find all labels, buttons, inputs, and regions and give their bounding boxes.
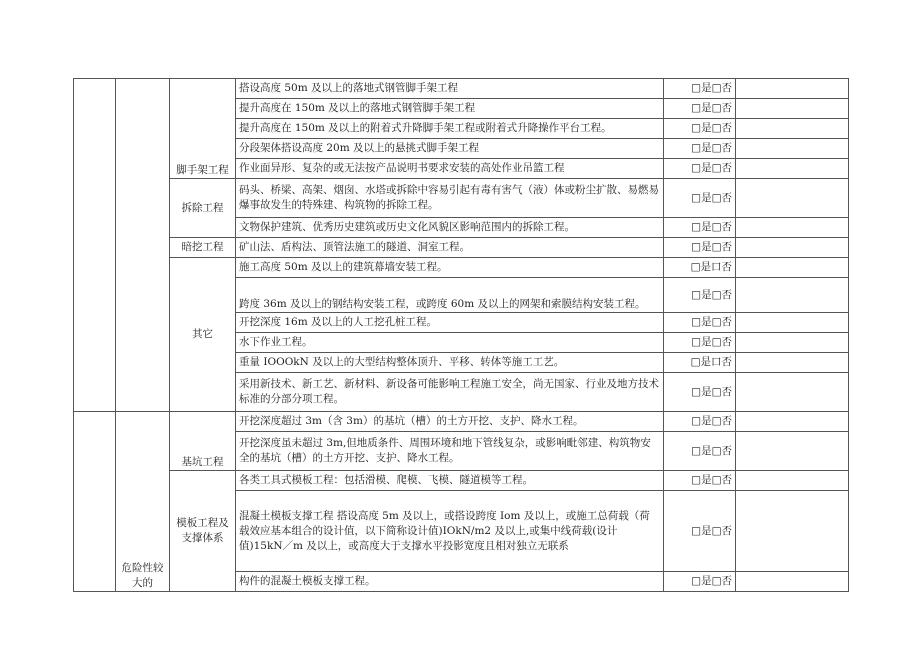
- yes-no-checkbox[interactable]: □是□否: [664, 412, 736, 432]
- category-cell: [74, 412, 116, 592]
- item-text: 施工高度 50m 及以上的建筑幕墙安装工程。: [236, 258, 664, 278]
- item-text: 采用新技术、新工艺、新材料、新设备可能影响工程施工安全，尚无国家、行业及地方技术标准的分部分项工程。: [236, 373, 664, 412]
- yes-no-checkbox[interactable]: □是□否: [664, 218, 736, 238]
- item-text: 开挖深度 16m 及以上的人工挖孔桩工程。: [236, 313, 664, 333]
- item-text: 文物保护建筑、优秀历史建筑或历史文化风貌区影响范围内的拆除工程。: [236, 218, 664, 238]
- yes-no-checkbox[interactable]: □是口否: [664, 258, 736, 278]
- category-cell: [116, 79, 170, 412]
- yes-no-checkbox[interactable]: □是口否: [664, 353, 736, 373]
- group-scaffold: 脚手架工程: [170, 79, 236, 179]
- table-row: [74, 179, 849, 218]
- category-cell: [74, 79, 116, 412]
- item-text: 码头、桥梁、高架、烟囱、水塔或拆除中容易引起有毒有害气（液）体或粉尘扩散、易燃易爆事故发生的特殊建、构筑物的拆除工程。: [236, 179, 664, 218]
- remark-cell[interactable]: [736, 159, 849, 179]
- remark-cell[interactable]: [736, 353, 849, 373]
- remark-cell[interactable]: [736, 79, 849, 99]
- item-text: 作业面异形、复杂的或无法按产品说明书要求安装的高处作业吊篮工程: [236, 159, 664, 179]
- yes-no-checkbox[interactable]: □是□否: [664, 179, 736, 218]
- yes-no-checkbox[interactable]: □是□否: [664, 139, 736, 159]
- remark-cell[interactable]: [736, 99, 849, 119]
- yes-no-checkbox[interactable]: □是□否: [664, 432, 736, 471]
- remark-cell[interactable]: [736, 218, 849, 238]
- item-text: 跨度 36m 及以上的钢结构安装工程，或跨度 60m 及以上的网架和索膜结构安装工程。: [236, 278, 664, 313]
- yes-no-checkbox[interactable]: □是□否: [664, 572, 736, 592]
- item-text: 提升高度在 150m 及以上的附着式升降脚手架工程或附着式升降操作平台工程。: [236, 119, 664, 139]
- yes-no-checkbox[interactable]: □是□否: [664, 471, 736, 491]
- yes-no-checkbox[interactable]: □是□否: [664, 278, 736, 313]
- item-text: 开挖深度虽未超过 3m,但地质条件、周围环境和地下管线复杂，或影响毗邻建、构筑物安全的基坑（槽）的土方开挖、支护、降水工程。: [236, 432, 664, 471]
- remark-cell[interactable]: [736, 278, 849, 313]
- group-other: 其它: [170, 258, 236, 412]
- group-formwork: 模板工程及支撑体系: [170, 471, 236, 592]
- yes-no-checkbox[interactable]: □是□否: [664, 159, 736, 179]
- table-row: [74, 258, 849, 278]
- remark-cell[interactable]: [736, 432, 849, 471]
- remark-cell[interactable]: [736, 412, 849, 432]
- remark-cell[interactable]: [736, 491, 849, 572]
- remark-cell[interactable]: [736, 471, 849, 491]
- remark-cell[interactable]: [736, 258, 849, 278]
- remark-cell[interactable]: [736, 119, 849, 139]
- table-row: [74, 471, 849, 491]
- yes-no-checkbox[interactable]: □是□否: [664, 373, 736, 412]
- yes-no-checkbox[interactable]: □是□否: [664, 99, 736, 119]
- item-text: 开挖深度超过 3m（含 3m）的基坑（槽）的土方开挖、支护、降水工程。: [236, 412, 664, 432]
- remark-cell[interactable]: [736, 333, 849, 353]
- yes-no-checkbox[interactable]: □是□否: [664, 333, 736, 353]
- item-text: 各类工具式模板工程：包括滑模、爬模、飞模、隧道模等工程。: [236, 471, 664, 491]
- item-text: 搭设高度 50m 及以上的落地式钢管脚手架工程: [236, 79, 664, 99]
- item-text: 提升高度在 150m 及以上的落地式钢管脚手架工程: [236, 99, 664, 119]
- item-text: 分段架体搭设高度 20m 及以上的悬挑式脚手架工程: [236, 139, 664, 159]
- item-text: 重量 IOOOkN 及以上的大型结构整体顶升、平移、转体等施工工艺。: [236, 353, 664, 373]
- table-row: [74, 79, 849, 99]
- group-pit: 基坑工程: [170, 412, 236, 471]
- item-text: 矿山法、盾构法、顶管法施工的隧道、洞室工程。: [236, 238, 664, 258]
- yes-no-checkbox[interactable]: □是□否: [664, 119, 736, 139]
- yes-no-checkbox[interactable]: □是□否: [664, 491, 736, 572]
- remark-cell[interactable]: [736, 373, 849, 412]
- checklist-table: [73, 78, 849, 592]
- remark-cell[interactable]: [736, 238, 849, 258]
- item-text: 构件的混凝土模板支撑工程。: [236, 572, 664, 592]
- category-dangerous: [116, 412, 170, 592]
- table-row: [74, 238, 849, 258]
- remark-cell[interactable]: [736, 179, 849, 218]
- yes-no-checkbox[interactable]: □是□否: [664, 79, 736, 99]
- group-demolition: 拆除工程: [170, 179, 236, 238]
- category-label: 危险性较大的: [121, 562, 164, 589]
- item-text: 水下作业工程。: [236, 333, 664, 353]
- remark-cell[interactable]: [736, 572, 849, 592]
- item-text: 混凝土模板支撑工程 搭设高度 5m 及以上，或搭设跨度 Iom 及以上，或施工总荷载（荷载效应基本组合的设计值，以下简称设计值)IOkN/m2 及以上,或集中线荷载(设计值)15kN／m 及以上，或高度大于支撑水平投影宽度且相对独立无联系: [236, 491, 664, 572]
- table-row: [74, 412, 849, 432]
- yes-no-checkbox[interactable]: □是□否: [664, 238, 736, 258]
- remark-cell[interactable]: [736, 313, 849, 333]
- remark-cell[interactable]: [736, 139, 849, 159]
- yes-no-checkbox[interactable]: □是□否: [664, 313, 736, 333]
- group-tunnel: 暗挖工程: [170, 238, 236, 258]
